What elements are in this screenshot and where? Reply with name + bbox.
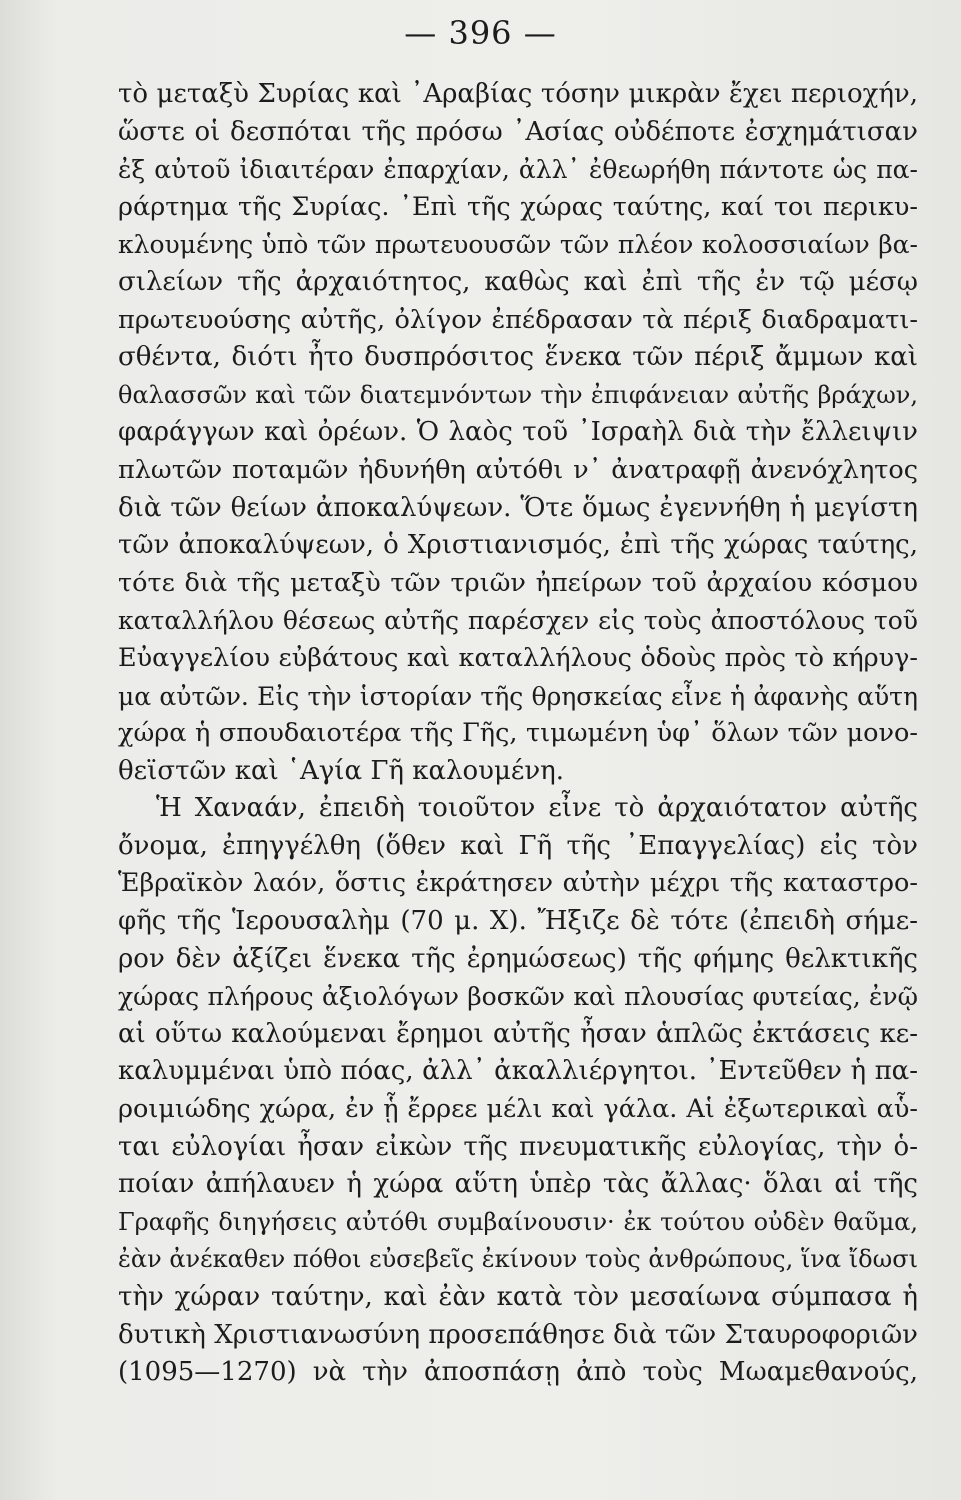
text-line: ται εὐλογίαι ἦσαν εἰκὼν τῆς πνευματικῆς εὐλογίας, τὴν ὁ-: [118, 1131, 918, 1162]
text-line: ἐὰν ἀνέκαθεν πόθοι εὐσεβεῖς ἐκίνουν τοὺς ἀνθρώπους, ἵνα ἴδωσι: [118, 1245, 918, 1274]
text-line: ποίαν ἀπήλαυεν ἡ χώρα αὕτη ὑπὲρ τὰς ἄλλας· ὅλαι αἱ τῆς: [118, 1169, 918, 1200]
text-line: χώρας πλήρους ἀξιολόγων βοσκῶν καὶ πλουσίας φυτείας, ἐνῷ: [118, 982, 918, 1012]
page-body-text: [118, 76, 918, 1392]
text-line: μα αὐτῶν. Εἰς τὴν ἱστορίαν τῆς θρησκείας εἶνε ἡ ἀφανὴς αὕτη: [118, 681, 918, 711]
text-line: φῆς τῆς Ἱερουσαλὴμ (70 μ. Χ). Ἤξιζε δὲ τότε (ἐπειδὴ σήμε-: [118, 906, 918, 937]
text-line: ροιμιώδης χώρα, ἐν ᾗ ἔρρεε μέλι καὶ γάλα. Αἱ ἐξωτερικαὶ αὗ-: [118, 1094, 918, 1125]
text-line: φαράγγων καὶ ὀρέων. Ὁ λαὸς τοῦ ᾽Ισραὴλ διὰ τὴν ἔλλειψιν: [118, 417, 918, 448]
text-line: Εὐαγγελίου εὐβάτους καὶ καταλλήλους ὁδοὺς πρὸς τὸ κήρυγ-: [118, 642, 918, 673]
text-line: Ἑβραϊκὸν λαόν, ὅστις ἐκράτησεν αὐτὴν μέχρι τῆς καταστρο-: [118, 868, 918, 899]
text-line: κλουμένης ὑπὸ τῶν πρωτευουσῶν τῶν πλέον κολοσσιαίων βα-: [118, 230, 918, 260]
text-line: σθέντα, διότι ἦτο δυσπρόσιτος ἕνεκα τῶν πέριξ ἄμμων καὶ: [118, 342, 918, 373]
text-line: ὄνομα, ἐπηγγέλθη (ὅθεν καὶ Γῆ τῆς ᾽Επαγγελίας) εἰς τὸν: [118, 830, 918, 861]
text-line: σιλείων τῆς ἀρχαιότητος, καθὼς καὶ ἐπὶ τῆς ἐν τῷ μέσῳ: [118, 266, 918, 297]
paragraph-end-line: θεϊστῶν καὶ ῾Αγία Γῆ καλουμένη.: [118, 755, 564, 786]
text-line: ράρτημα τῆς Συρίας. ᾽Επὶ τῆς χώρας ταύτης, καί τοι περικυ-: [118, 191, 918, 222]
text-line: Γραφῆς διηγήσεις αὐτόθι συμβαίνουσιν· ἐκ τούτου οὐδὲν θαῦμα,: [118, 1207, 918, 1236]
text-line: ἐξ αὐτοῦ ἰδιαιτέραν ἐπαρχίαν, ἀλλ᾽ ἐθεωρήθη πάντοτε ὡς πα-: [118, 155, 918, 185]
text-line: ρον δὲν ἀξίζει ἕνεκα τῆς ἐρημώσεως) τῆς φήμης θελκτικῆς: [118, 943, 918, 974]
text-line: δυτικὴ Χριστιανωσύνη προσεπάθησε διὰ τῶν Σταυροφοριῶν: [118, 1319, 918, 1350]
text-line: ὥστε οἱ δεσπόται τῆς πρόσω ᾽Ασίας οὐδέποτε ἐσχημάτισαν: [118, 116, 918, 147]
text-line: (1095—1270) νὰ τὴν ἀποσπάσῃ ἀπὸ τοὺς Μωαμεθανούς,: [118, 1357, 918, 1388]
text-line: καταλλήλου θέσεως αὐτῆς παρέσχεν εἰς τοὺς ἀποστόλους τοῦ: [118, 606, 918, 636]
text-line: τὸ μεταξὺ Συρίας καὶ ᾽Αραβίας τόσην μικρὰν ἔχει περιοχήν,: [118, 79, 918, 109]
text-line: πρωτευούσης αὐτῆς, ὀλίγον ἐπέδρασαν τὰ πέριξ διαδραματι-: [118, 304, 918, 335]
text-line: καλυμμέναι ὑπὸ πόας, ἀλλ᾽ ἀκαλλιέργητοι. ᾽Εντεῦθεν ἡ πα-: [118, 1056, 918, 1087]
paragraph-start-line: Ἡ Χαναάν, ἐπειδὴ τοιοῦτον εἶνε τὸ ἀρχαιότατον αὐτῆς: [156, 793, 918, 824]
page-number: — 396 —: [404, 14, 557, 52]
text-line: τὴν χώραν ταύτην, καὶ ἐὰν κατὰ τὸν μεσαίωνα σύμπασα ἡ: [118, 1282, 918, 1312]
text-line: τῶν ἀποκαλύψεων, ὁ Χριστιανισμός, ἐπὶ τῆς χώρας ταύτης,: [118, 530, 918, 561]
text-line: πλωτῶν ποταμῶν ἠδυνήθη αὐτόθι ν᾽ ἀνατραφῇ ἀνενόχλητος: [118, 454, 918, 485]
text-line: θαλασσῶν καὶ τῶν διατεμνόντων τὴν ἐπιφάνειαν αὐτῆς βράχων,: [118, 380, 918, 409]
text-line: διὰ τῶν θείων ἀποκαλύψεων. Ὅτε ὅμως ἐγεννήθη ἡ μεγίστη: [118, 492, 918, 523]
text-line: τότε διὰ τῆς μεταξὺ τῶν τριῶν ἠπείρων τοῦ ἀρχαίου κόσμου: [118, 567, 918, 598]
text-line: χώρα ἡ σπουδαιοτέρα τῆς Γῆς, τιμωμένη ὑφ᾽ ὅλων τῶν μονο-: [118, 718, 918, 749]
text-line: αἱ οὕτω καλούμεναι ἔρημοι αὐτῆς ἦσαν ἁπλῶς ἐκτάσεις κε-: [118, 1018, 918, 1049]
